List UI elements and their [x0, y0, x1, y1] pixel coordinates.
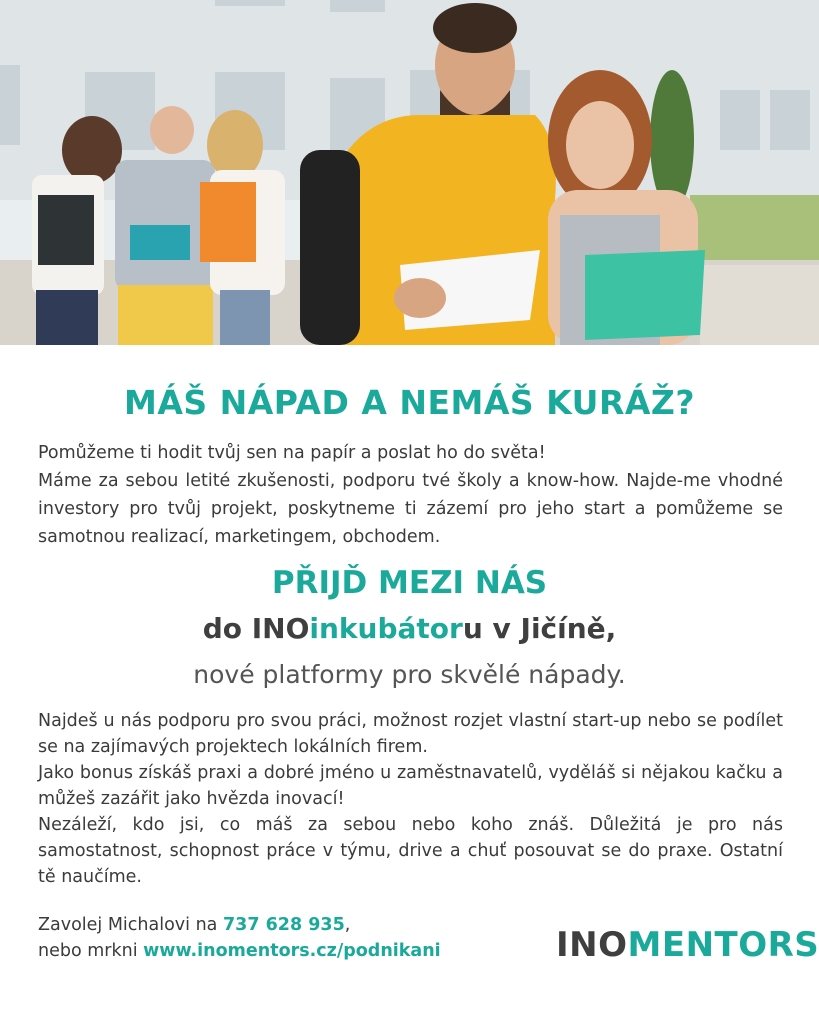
body-text — [38, 708, 783, 890]
cta-title: PŘIJĎ MEZI NÁS — [271, 565, 548, 601]
intro-text — [38, 439, 783, 551]
body-paragraph-1: Najdeš u nás podporu pro svou práci, možnost rozjet vlastní start-up nebo se podílet se na zajímavých projektech lokálních firem. — [38, 711, 783, 757]
intro-line-2: Máme za sebou letité zkušenosti, podporu tvé školy a know-how. Najde-me vhodné investory pro tvůj projekt, poskytneme ti zázemí pro jeho start a pomůžeme se samotnou realizací, marketingem, obchodem. — [38, 471, 783, 547]
body-paragraph-2: Jako bonus získáš praxi a dobré jméno u zaměstnavatelů, vyděláš si nějakou kačku a můžeš zazářit jako hvězda inovací! — [38, 763, 783, 809]
cta-subtitle-suffix: u v Jičíně, — [462, 612, 617, 645]
contact-block — [38, 912, 558, 964]
body-paragraph-3: Nezáleží, kdo jsi, co máš za sebou nebo koho znáš. Důležitá je pro nás samostatnost, schopnost práce v týmu, drive a chuť posouvat se do praxe. Ostatní tě naučíme. — [38, 815, 783, 887]
cta-subtitle-ino: INO — [251, 612, 310, 645]
cta-subtitle-prefix: do — [202, 612, 252, 645]
intro-line-1: Pomůžeme ti hodit tvůj sen na papír a poslat ho do světa! — [38, 443, 546, 463]
website-link[interactable]: www.inomentors.cz/podnikani — [143, 941, 441, 961]
logo-part-ino: INO — [556, 925, 628, 965]
inomentors-logo — [556, 920, 819, 970]
contact-phone-prefix: Zavolej Michalovi na — [38, 915, 223, 935]
cta-subtitle — [0, 612, 819, 645]
headline: MÁŠ NÁPAD A NEMÁŠ KURÁŽ? — [123, 383, 695, 422]
phone-link[interactable]: 737 628 935 — [222, 915, 345, 935]
cta-tagline: nové platformy pro skvělé nápady. — [193, 660, 626, 689]
contact-phone-suffix: , — [344, 915, 351, 935]
contact-line-phone — [38, 912, 558, 938]
cta-subtitle-inkubator: inkubátor — [309, 612, 463, 645]
logo-part-mentors: MENTORS — [627, 925, 819, 965]
contact-line-web — [38, 938, 558, 964]
hero-photo — [0, 0, 819, 345]
contact-web-prefix: nebo mrkni — [38, 941, 144, 961]
